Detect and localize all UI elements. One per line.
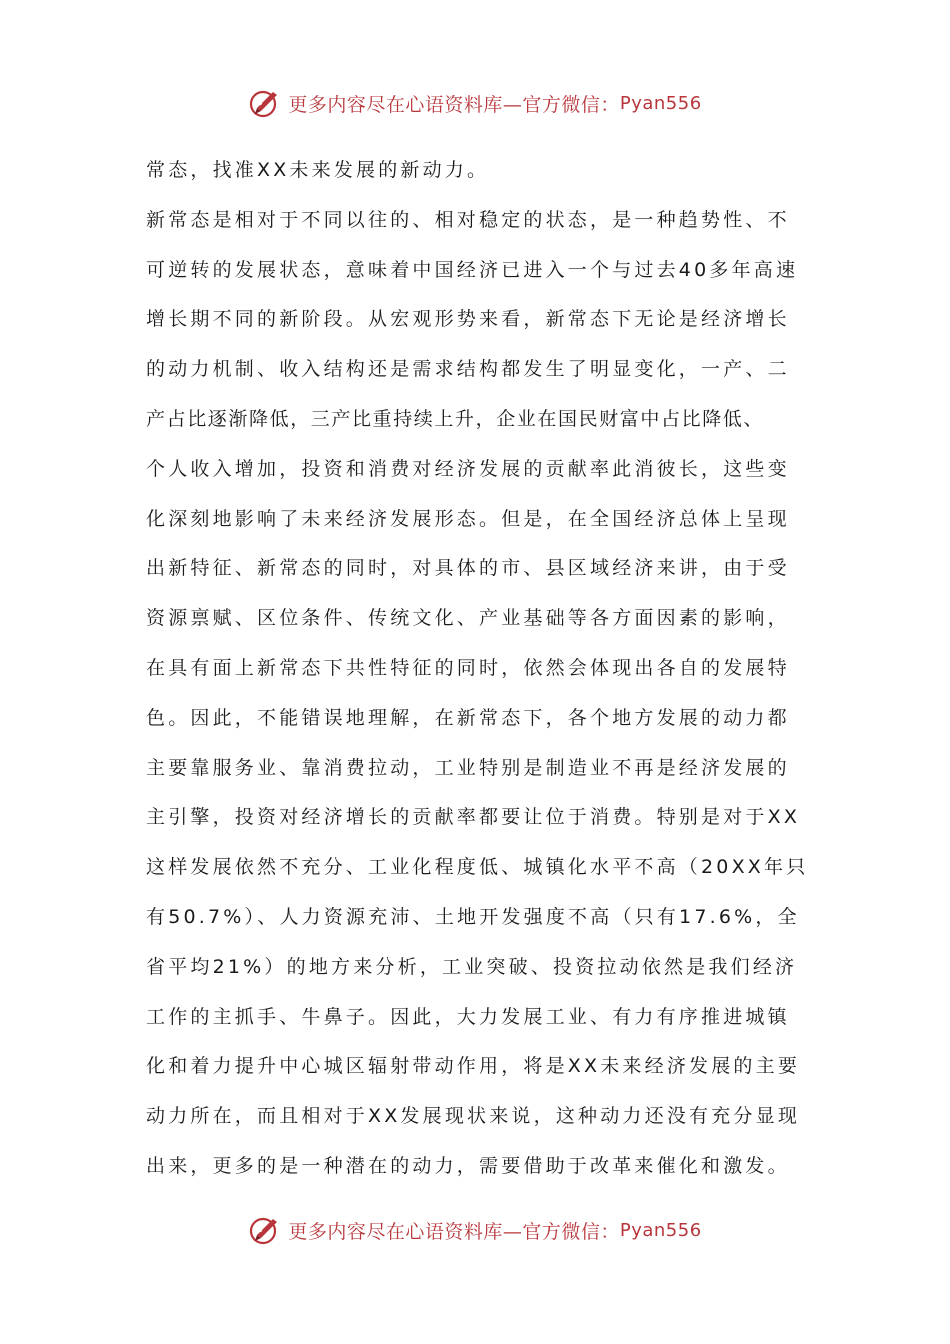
body-line: 在具有面上新常态下共性特征的同时，依然会体现出各自的发展特 [146,656,790,679]
body-line: 这样发展依然不充分、工业化程度低、城镇化水平不高（20XX年只 [146,856,809,879]
body-line: 有50.7%）、人力资源充沛、土地开发强度不高（只有17.6%，全 [146,905,800,928]
body-line: 色。因此，不能错误地理解，在新常态下，各个地方发展的动力都 [146,706,790,729]
header-banner-text: 更多内容尽在心语资料库—官方微信： [288,93,620,116]
pen-logo-icon [248,1213,282,1247]
body-line: 增长期不同的新阶段。从宏观形势来看，新常态下无论是经济增长 [146,308,790,331]
footer-banner-wechat-id: Pyan556 [619,1219,702,1241]
body-line: 化和着力提升中心城区辐射带动作用，将是XX未来经济发展的主要 [146,1055,801,1078]
document-body [146,152,846,1198]
header-banner-wechat-id: Pyan556 [619,92,702,114]
footer-banner-text: 更多内容尽在心语资料库—官方微信： [288,1220,620,1243]
body-line: 主引擎，投资对经济增长的贡献率都要让位于消费。特别是对于XX [146,806,801,829]
body-line: 主要靠服务业、靠消费拉动，工业特别是制造业不再是经济发展的 [146,756,790,779]
body-line: 出来，更多的是一种潜在的动力，需要借助于改革来催化和激发。 [146,1154,790,1177]
pen-logo-icon [248,86,282,120]
body-line: 动力所在，而且相对于XX发展现状来说，这种动力还没有充分显现 [146,1105,801,1128]
body-line: 工作的主抓手、牛鼻子。因此，大力发展工业、有力有序推进城镇 [146,1005,790,1028]
body-line: 产占比逐渐降低，三产比重持续上升，企业在国民财富中占比降低、 [146,407,765,430]
body-line: 个人收入增加，投资和消费对经济发展的贡献率此消彼长，这些变 [146,457,790,480]
body-line: 新常态是相对于不同以往的、相对稳定的状态，是一种趋势性、不 [146,208,790,231]
body-line: 出新特征、新常态的同时，对具体的市、县区域经济来讲，由于受 [146,557,790,580]
body-line: 的动力机制、收入结构还是需求结构都发生了明显变化，一产、二 [146,358,790,381]
body-line: 资源禀赋、区位条件、传统文化、产业基础等各方面因素的影响， [146,607,790,630]
body-line: 化深刻地影响了未来经济发展形态。但是，在全国经济总体上呈现 [146,507,790,530]
header-banner [0,83,950,123]
footer-banner [0,1210,950,1250]
body-line: 常态，找准XX未来发展的新动力。 [146,159,490,181]
body-line: 可逆转的发展状态，意味着中国经济已进入一个与过去40多年高速 [146,258,799,281]
body-line: 省平均21%）的地方来分析，工业突破、投资拉动依然是我们经济 [146,955,798,978]
